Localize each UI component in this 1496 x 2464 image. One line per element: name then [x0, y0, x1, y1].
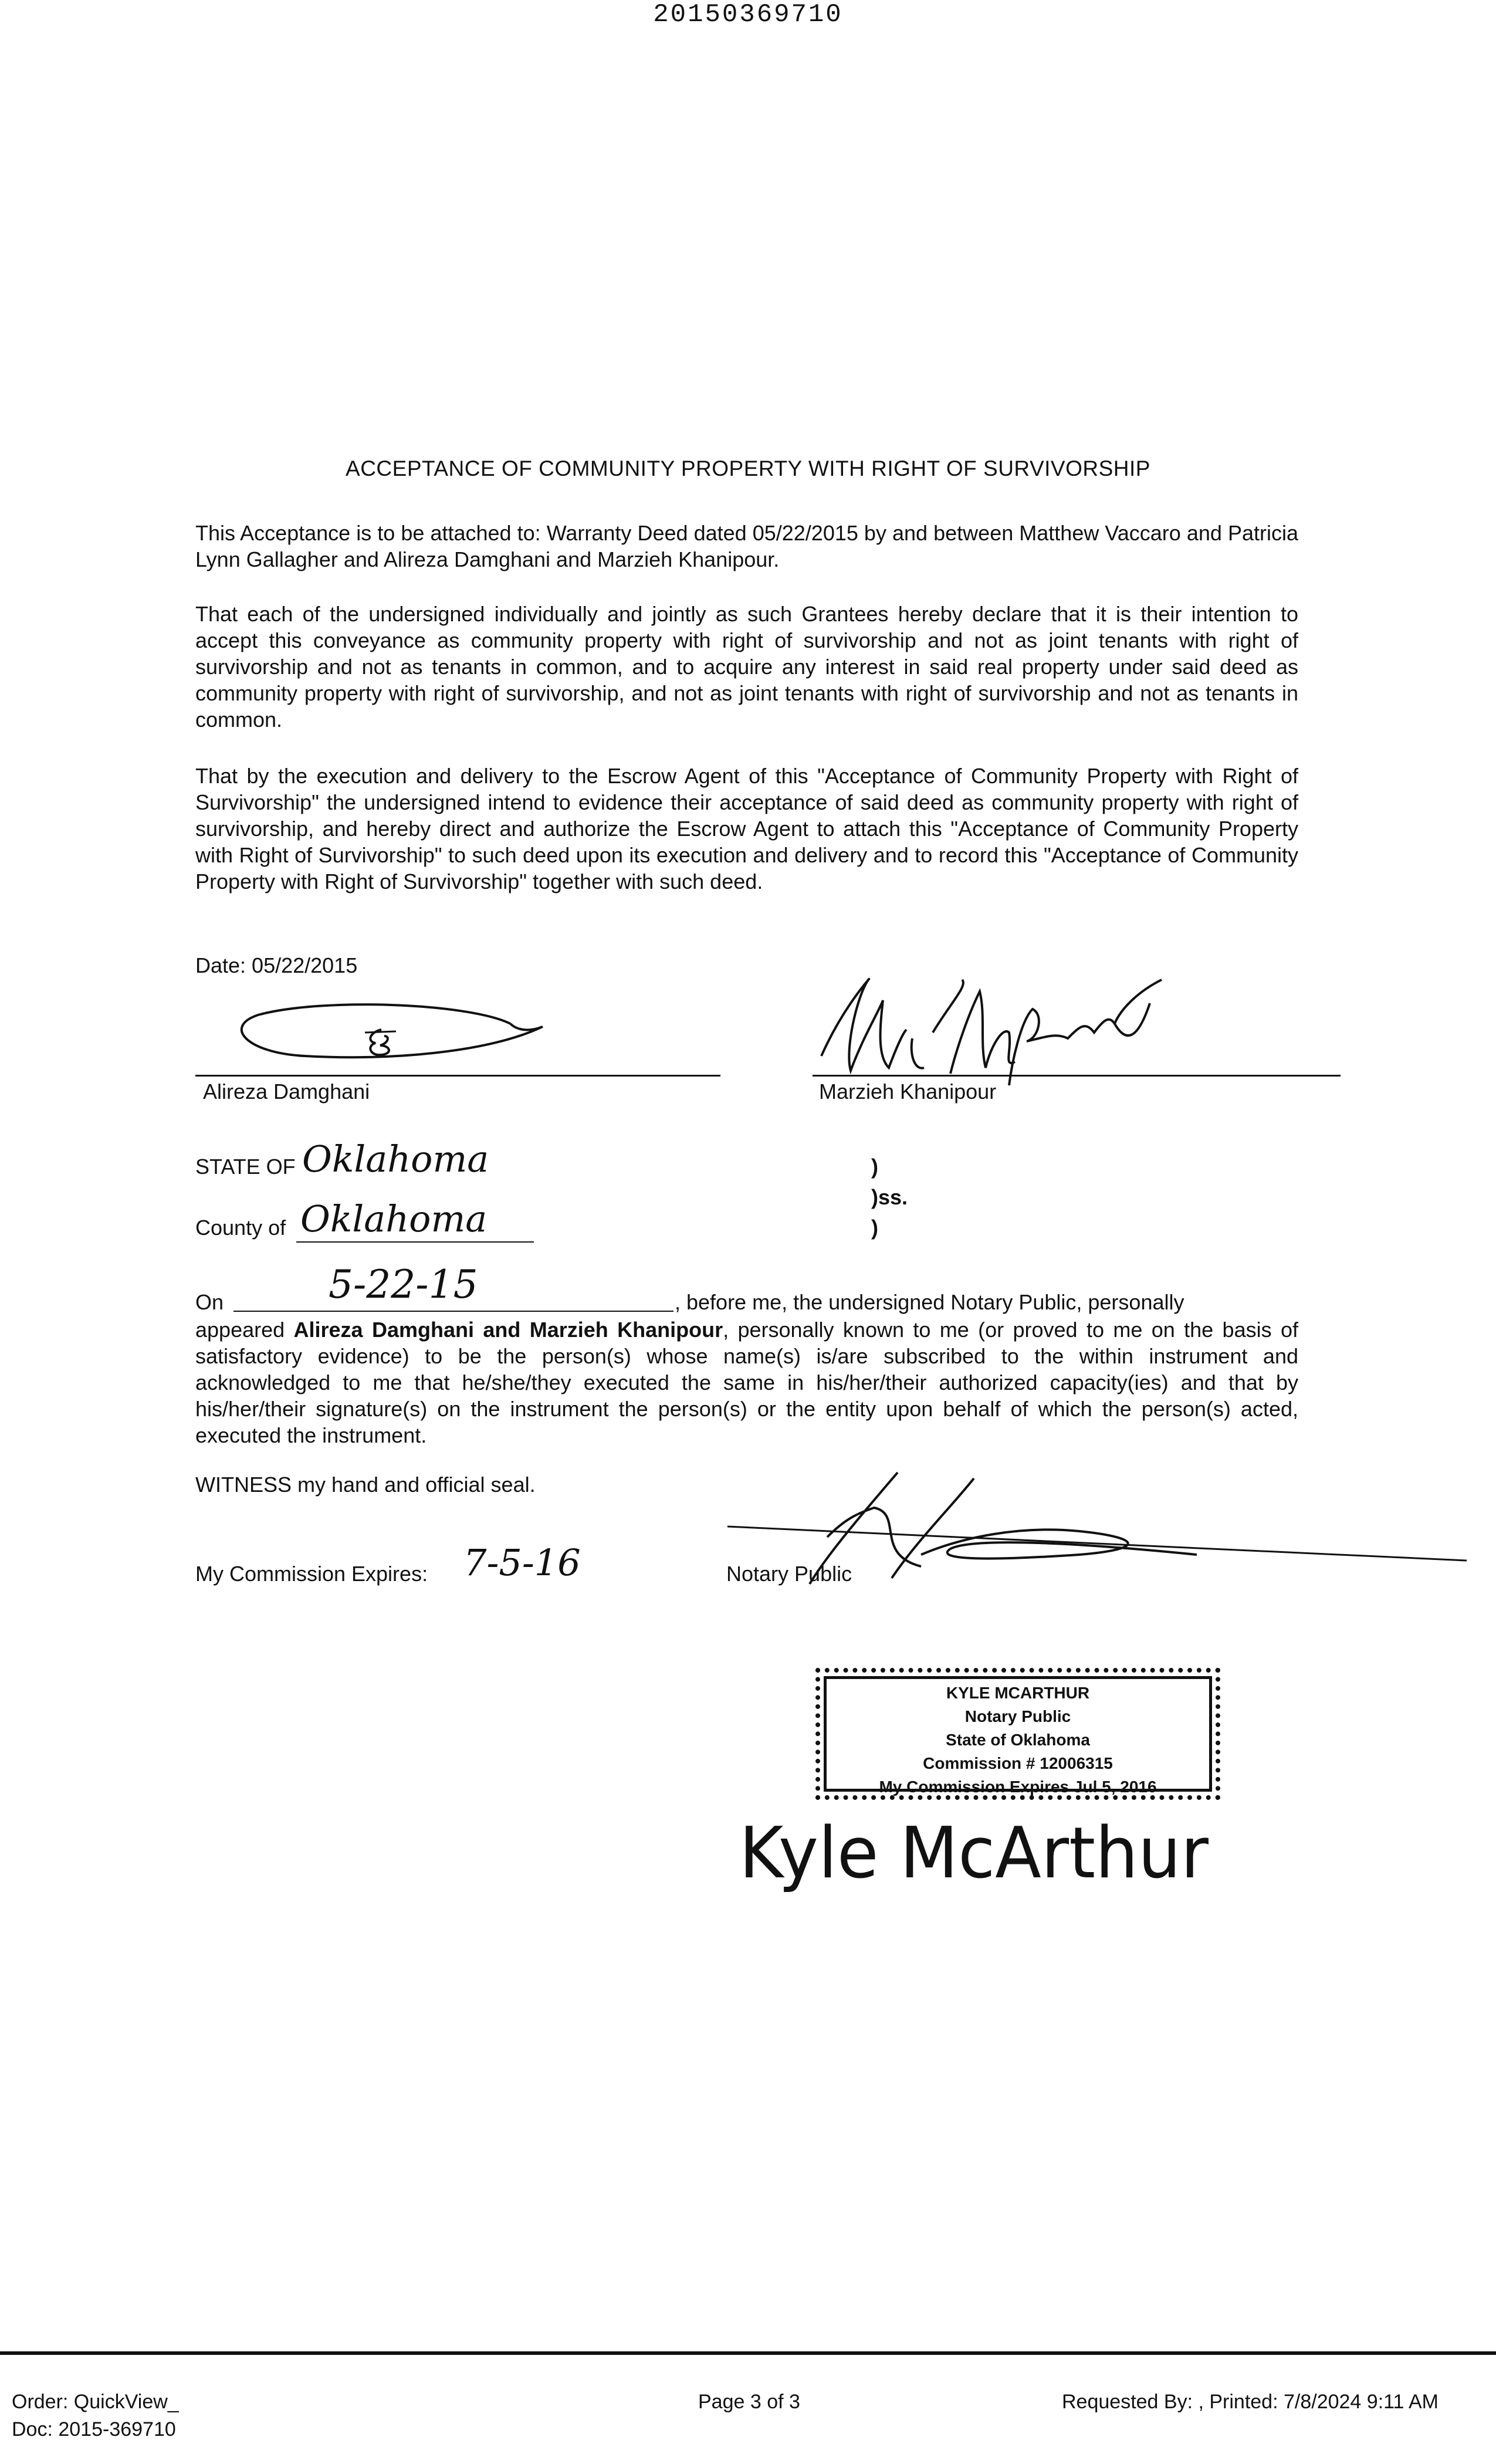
- signature-line-right: [813, 1075, 1341, 1077]
- venue-paren-2: ): [871, 1216, 878, 1240]
- date-label: Date: 05/22/2015: [195, 953, 358, 977]
- notary-stamp: [815, 1668, 1220, 1800]
- document-number: 20150369710: [653, 0, 843, 29]
- county-label: County of: [195, 1216, 286, 1240]
- stamp-line-commission: Commission # 12006315: [923, 1754, 1113, 1772]
- venue-paren-1: ): [871, 1155, 878, 1179]
- page-title: ACCEPTANCE OF COMMUNITY PROPERTY WITH RIGHT OF SURVIVORSHIP: [346, 456, 1150, 480]
- stamp-line-expires: My Commission Expires Jul 5, 2016: [879, 1778, 1157, 1796]
- notary-label: Notary Public: [726, 1562, 852, 1586]
- commission-label: My Commission Expires:: [195, 1562, 428, 1586]
- svg-text:7-5-16: 7-5-16: [463, 1541, 581, 1584]
- ack-text-after-date: , before me, the undersigned Notary Public, personally: [675, 1290, 1184, 1314]
- handwritten-county: [300, 1194, 488, 1244]
- footer-doc: Doc: 2015-369710: [12, 2418, 176, 2441]
- ack-appeared: appeared: [195, 1318, 294, 1342]
- footer-requested: Requested By: , Printed: 7/8/2024 9:11 AM: [1062, 2391, 1439, 2413]
- on-label: On: [195, 1290, 224, 1314]
- signature-line-left: [195, 1075, 720, 1077]
- paragraph-intention: That each of the undersigned individually and jointly as such Grantees hereby declare that it is their intention to accept this conveyance as community property with right of survivorship and not as joint tenants with right of survivorship and not as tenants in common, and to acquire any interest in said real property under said deed as community property with right of survivorship, and not as joint tenants with right of survivorship and not as tenants in common.: [195, 602, 1298, 732]
- signer-name-left: Alireza Damghani: [203, 1079, 370, 1104]
- paragraph-attachment: This Acceptance is to be attached to: Warranty Deed dated 05/22/2015 by and between Matthew Vaccaro and Patricia Lynn Gallagher and Alireza Damghani and Marzieh Khanipour.: [195, 521, 1298, 571]
- paragraph-escrow: That by the execution and delivery to the Escrow Agent of this "Acceptance of Community Property with Right of Survivorship" the undersigned intend to evidence their acceptance of said deed as community property with right of survivorship, and hereby direct and authorize the Escrow Agent to attach this "Acceptance of Community Property with Right of Survivorship" to such deed upon its execution and delivery and to record this "Acceptance of Community Property with Right of Survivorship" together with such deed.: [195, 764, 1298, 893]
- svg-text:5-22-15: 5-22-15: [329, 1262, 478, 1307]
- svg-text:Oklahoma: Oklahoma: [300, 1197, 488, 1240]
- signer-name-right: Marzieh Khanipour: [819, 1079, 997, 1104]
- state-label: STATE OF: [195, 1155, 296, 1179]
- handwritten-ack-date: [329, 1261, 516, 1311]
- handwritten-notary-name: [739, 1813, 1220, 1901]
- svg-text:Oklahoma: Oklahoma: [302, 1138, 489, 1180]
- footer-rule: [0, 2351, 1496, 2355]
- venue-ss: )ss.: [871, 1185, 908, 1209]
- svg-text:Kyle McArthur: Kyle McArthur: [739, 1813, 1209, 1894]
- ack-text-rest: , personally known to me (or proved to me on the basis of satisfactory evidence) to be the person(s) whose name(s) is/are subscribed to the within instrument and acknowledged to me that he/she/they executed the same in his/her/their authorized capacity(ies) and that by his/her/their signature(s) on the instrument the person(s) or the entity upon behalf of which the person(s) acted, executed the instrument.: [195, 1318, 1298, 1447]
- ack-names-bold: Alireza Damghani and Marzieh Khanipour: [293, 1318, 723, 1342]
- handwritten-commission-date: [463, 1540, 610, 1587]
- signature-damghani: [235, 997, 563, 1074]
- county-line: [296, 1241, 534, 1243]
- notary-stamp-inner: [824, 1676, 1212, 1796]
- ack-date-line: [233, 1311, 673, 1312]
- stamp-line-title: Notary Public: [964, 1707, 1071, 1725]
- footer-order: Order: QuickView_: [12, 2391, 179, 2413]
- stamp-line-state: State of Oklahoma: [946, 1731, 1090, 1749]
- stamp-line-name: KYLE MCARTHUR: [946, 1684, 1090, 1702]
- footer-page: Page 3 of 3: [698, 2391, 800, 2413]
- ack-paragraph: [195, 1316, 1298, 1448]
- handwritten-state: [302, 1135, 489, 1185]
- witness-text: WITNESS my hand and official seal.: [195, 1473, 536, 1497]
